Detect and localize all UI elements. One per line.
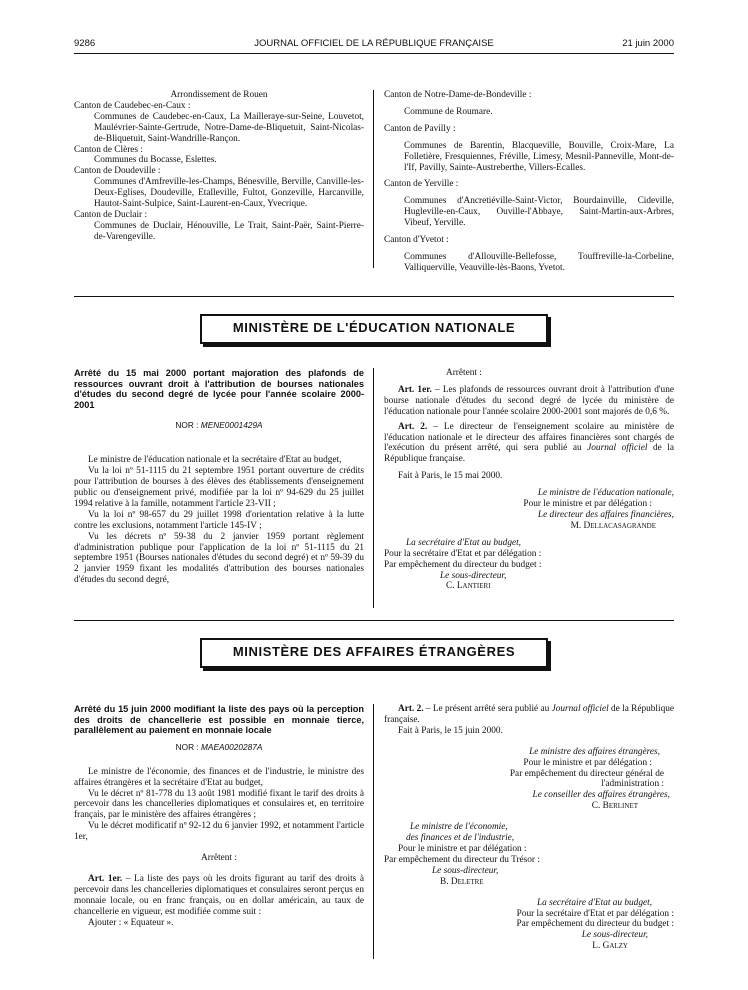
decree-title: Arrêté du 15 juin 2000 modifiant la liste des pays où la perception des droits de chancellerie est possible en monnaie tierce, parallèlement au paiement en monnaie locale [74, 704, 364, 736]
article-text: de la République française. [384, 443, 674, 465]
preamble-paragraph: Le ministre de l'éducation nationale et la secrétaire d'Etat au budget, [88, 455, 342, 466]
preamble-paragraph: Vu la loi nº 51-1115 du 21 septembre 1951 portant ouverture de crédits pour l'attribution de bourses à des élèves des établissements d'enseignement public ou d'enseignement privé, modifiée par la loi nº 94-629 du 25 juillet 1994 relative à la famille, notamment l'article 23-VII ; [74, 466, 364, 509]
section1-right-column [384, 368, 674, 592]
signatory-role: La secrétaire d'Etat au budget, [406, 537, 521, 548]
decree-title: Arrêté du 15 mai 2000 portant majoration des plafonds de ressources ouvrant droit à l'attribution de bourses nationales d'études du second degré de lycée pour l'année scolaire 2000-2001 [74, 368, 364, 410]
done-at: Fait à Paris, le 15 juin 2000. [398, 725, 503, 736]
signatory-delegation: Pour le ministre et par délégation : [523, 499, 652, 510]
signatory-role: Le ministre de l'éducation nationale, [537, 488, 674, 499]
section-separator [74, 620, 674, 621]
article-1 [384, 385, 674, 418]
signatory-function: Le directeur des affaires financières, [537, 509, 674, 520]
canton-communes: Commune de Roumare. [404, 106, 493, 117]
article-text: – Le présent arrêté sera publié au [423, 704, 552, 714]
signatory-role: des finances et de l'industrie, [406, 833, 515, 844]
section1-left-column [74, 368, 364, 586]
page-number: 9286 [74, 38, 96, 49]
article-2 [384, 704, 674, 726]
ministry-banner-education: MINISTÈRE DE L'ÉDUCATION NATIONALE [200, 314, 548, 344]
signatory-role: La secrétaire d'Etat au budget, [537, 897, 652, 908]
canton-communes: Communes de Barentin, Blacqueville, Bouville, Croix-Mare, La Folletière, Fresquiennes, Fréville, Limesy, Mesnil-Panneville, Mont-de-l'If, Pavilly, Sainte-Austreberthe, Villers-Ecalles. [404, 140, 674, 173]
header-rule [74, 53, 674, 54]
arretent: Arrêtent : [446, 368, 482, 378]
canton-communes: Communes d'Ancretiéville-Saint-Victor, Bourdainville, Cideville, Hugleville-en-Caux, Ouville-l'Abbaye, Saint-Martin-aux-Arbres, Vibeuf, Yerville. [404, 196, 674, 229]
preamble-paragraph: Vu la loi nº 98-657 du 29 juillet 1998 d'orientation relative à la lutte contre les exclusions, notamment l'article 145-IV ; [74, 509, 364, 531]
nor-label: NOR : [175, 741, 199, 752]
nor-label: NOR : [175, 420, 199, 431]
article-text: – Le directeur de l'enseignement scolaire au ministère de l'éducation nationale et le directeur des affaires financières sont chargés de l'exécution du présent arrêté, qui sera publié au [384, 421, 675, 454]
article-1 [74, 874, 364, 918]
signatory-delegation: Pour la secrétaire d'Etat et par délégation : [516, 908, 674, 919]
journal-officiel-ref: Journal officiel [551, 704, 609, 714]
article-text: – Les plafonds de ressources ouvrant droit à l'attribution d'une bourse nationale d'études du second degré de lycée du ministère de l'éducation nationale pour l'année scolaire 2000-2001 sont majorés de 0,6 %. [384, 384, 674, 417]
canton-communes: Communes du Bocasse, Eslettes. [94, 155, 217, 166]
running-header [74, 38, 674, 52]
canton-communes: Communes d'Amfreville-les-Champs, Bénesville, Berville, Canville-les-Deux-Eglises, Doudeville, Etalleville, Fultot, Gonzeville, Harcanville, Hautot-Saint-Sulpice, Saint-Laurent-en-Caux, Yvecrique. [94, 177, 364, 210]
canton-name: Canton d'Yvetot : [384, 235, 449, 246]
ministry-banner-foreign-affairs: MINISTÈRE DES AFFAIRES ÉTRANGÈRES [200, 638, 548, 668]
article-text: de la République française. [384, 704, 675, 725]
preamble-paragraph: Le ministre de l'économie, des finances et de l'industrie, le ministre des affaires étrangères et la secrétaire d'Etat au budget, [74, 766, 364, 788]
signatory-function: Le sous-directeur, [432, 865, 499, 876]
signatory-role: Le ministre de l'économie, [410, 822, 508, 833]
section2-right-column [384, 704, 674, 952]
signatory-impediment: Par empêchement du directeur du Trésor : [384, 854, 540, 865]
article-label: Art. 1er. [398, 384, 432, 395]
signatory-name: L. Galzy [592, 941, 628, 952]
canton-name: Canton de Caudebec-en-Caux : [74, 100, 191, 111]
signatory-function: Le sous-directeur, [440, 570, 507, 581]
signatory-name: M. Dellacasagrande [570, 520, 656, 531]
issue-date: 21 juin 2000 [622, 38, 674, 49]
article-label: Art. 2. [398, 704, 424, 714]
section-separator [74, 296, 674, 297]
canton-name: Canton de Yerville : [384, 179, 459, 190]
signatory-impediment: Par empêchement du directeur du budget : [384, 559, 542, 570]
canton-communes: Communes d'Allouville-Bellefosse, Touffreville-la-Corbeline, Valliquerville, Veauville-lès-Baons, Yvetot. [404, 251, 674, 273]
nor-code: MAEA0020287A [201, 741, 263, 752]
signatory-function: Le sous-directeur, [581, 930, 648, 941]
article-text: – La liste des pays où les droits figurant au tarif des droits à percevoir dans les chancelleries diplomatiques et consulaires seront perçus en monnaie locale, ou en franc français, ou en dollar américain, au taux de chancellerie en vigueur, est modifiée comme suit : [74, 873, 364, 917]
nor-reference [74, 420, 364, 431]
signatory-impediment: Par empêchement du directeur général de l'administration : [509, 768, 664, 790]
canton-name: Canton de Notre-Dame-de-Bondeville : [384, 90, 532, 100]
nor-code: MENE0001429A [200, 420, 263, 431]
column-divider [373, 368, 374, 608]
arrondissement-heading: Arrondissement de Rouen [170, 90, 268, 100]
canton-name: Canton de Doudeville : [74, 166, 161, 177]
signatory-delegation: Pour le ministre et par délégation : [398, 843, 527, 854]
preamble-paragraph: Vu le décret modificatif nº 92-12 du 6 janvier 1992, et notamment l'article 1er, [74, 821, 364, 843]
preamble-paragraph: Vu les décrets nº 59-38 du 2 janvier 1959 portant règlement d'administration publique pour l'application de la loi nº 51-1115 du 21 septembre 1951 (Bourses nationales d'études du second degré) et nº 59-39 du 2 janvier 1959 fixant les modalités d'attribution des bourses nationales d'études du second degré, [74, 531, 364, 586]
canton-communes: Communes de Caudebec-en-Caux, La Mailleraye-sur-Seine, Louvetot, Maulévrier-Sainte-Gertrude, Notre-Dame-de-Bliquetuit, Saint-Nicolas-de-Bliquetuit, Saint-Wandrille-Rançon. [94, 111, 364, 144]
column-divider [373, 704, 374, 959]
signatory-impediment: Par empêchement du directeur du budget : [516, 919, 674, 930]
signatory-role: Le ministre des affaires étrangères, [529, 746, 660, 757]
signatory-delegation: Pour la secrétaire d'Etat et par délégation : [384, 548, 542, 559]
article-label: Art. 2. [398, 421, 428, 432]
preamble-paragraph: Vu le décret nº 81-778 du 13 août 1981 modifié fixant le tarif des droits à percevoir dans les chancelleries diplomatiques et consulaires et, en territoire français, par le ministère des affaires étrangères ; [74, 788, 364, 821]
section2-left-column [74, 704, 364, 928]
nor-reference [74, 742, 364, 753]
journal-officiel-ref: Journal officiel [587, 443, 648, 454]
cantons-right-column [384, 90, 674, 274]
signatory-delegation: Pour le ministre et par délégation : [523, 757, 652, 768]
canton-communes: Communes de Duclair, Hénouville, Le Trait, Saint-Paër, Saint-Pierre-de-Varengeville. [94, 220, 364, 242]
signatory-name: C. Berlinet [591, 801, 638, 812]
canton-name: Canton de Pavilly : [384, 123, 456, 134]
cantons-left-column [74, 90, 364, 243]
article-label: Art. 1er. [88, 873, 123, 884]
signatory-function: Le conseiller des affaires étrangères, [532, 790, 670, 801]
canton-name: Canton de Clères : [74, 144, 143, 155]
article-1-addition: Ajouter : « Equateur ». [88, 917, 174, 928]
canton-name: Canton de Duclair : [74, 209, 148, 220]
done-at: Fait à Paris, le 15 mai 2000. [398, 471, 503, 482]
column-divider [373, 90, 374, 268]
signatory-name: C. Lantieri [446, 581, 491, 592]
signatory-name: B. Deletre [440, 876, 484, 887]
arretent: Arrêtent : [201, 853, 237, 864]
article-2 [384, 422, 674, 466]
journal-title: JOURNAL OFFICIEL DE LA RÉPUBLIQUE FRANÇAISE [254, 38, 494, 49]
